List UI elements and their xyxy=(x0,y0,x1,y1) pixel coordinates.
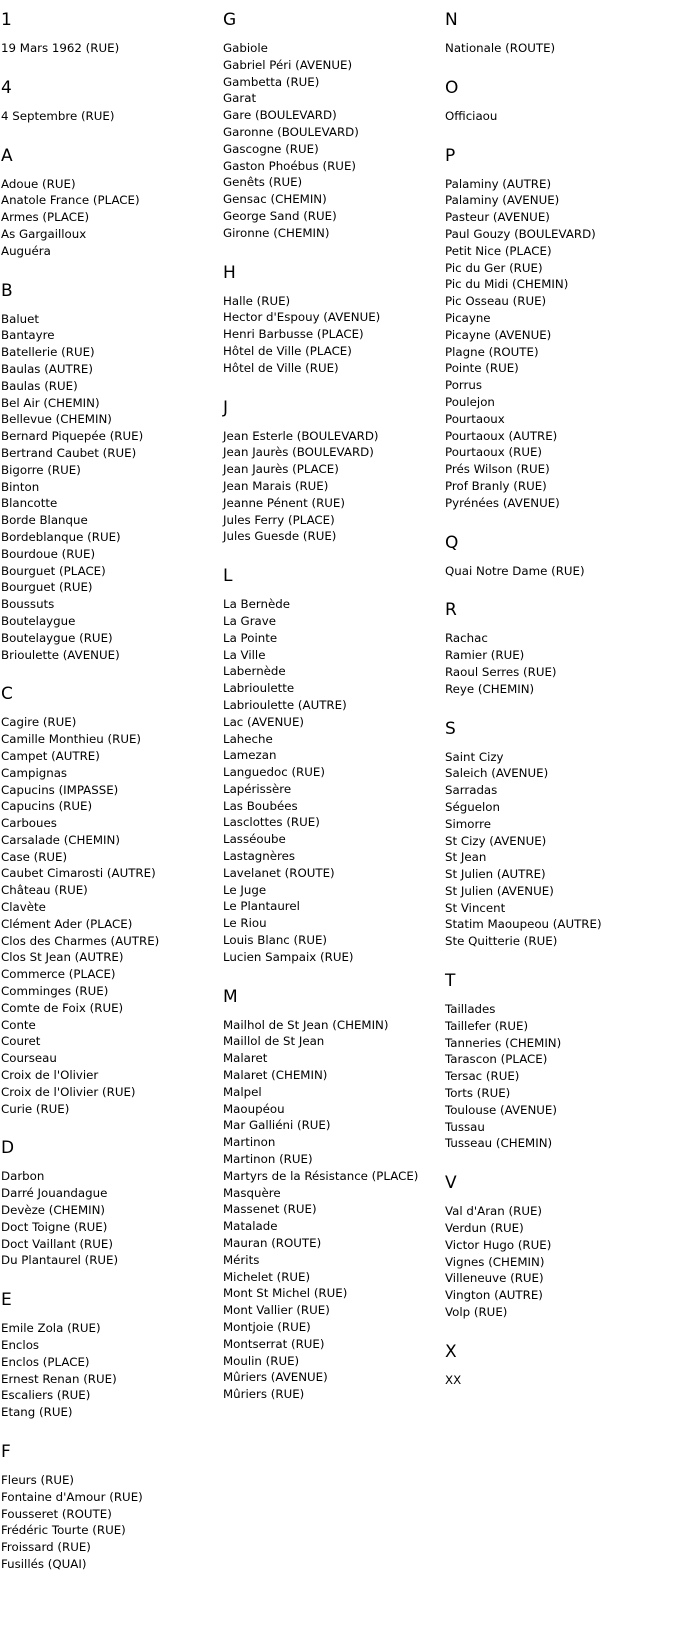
street-name: Gaston Phoébus (RUE) xyxy=(223,158,357,173)
street-name: Taillefer (RUE) xyxy=(445,1018,529,1033)
street-list xyxy=(1,311,211,664)
street-name: Malaret xyxy=(223,1051,268,1066)
street-name: Bourdoue (RUE) xyxy=(1,546,96,561)
street-name: Reye (CHEMIN) xyxy=(445,681,535,696)
street-name: Clos des Charmes (AUTRE) xyxy=(1,933,160,948)
street-name: Emile Zola (RUE) xyxy=(1,1321,101,1336)
street-name: Montjoie (RUE) xyxy=(223,1320,311,1334)
index-column-1 xyxy=(1,9,211,1593)
street-name: Halle (RUE) xyxy=(223,293,291,308)
street-list xyxy=(445,40,655,57)
street-name: Las Boubées xyxy=(223,798,298,813)
street-list xyxy=(223,428,433,546)
letter-section xyxy=(445,77,655,125)
street-name: Pourtaoux (AUTRE) xyxy=(445,428,558,443)
street-name: Labrioulette (AUTRE) xyxy=(223,697,347,712)
street-name: Gambetta (RUE) xyxy=(223,74,320,89)
street-name: Darbon xyxy=(1,1169,45,1184)
letter-section xyxy=(445,718,655,951)
street-name: Picayne xyxy=(445,310,491,325)
street-name: 19 Mars 1962 (RUE) xyxy=(1,41,120,55)
letter-heading: H xyxy=(223,262,236,283)
letter-section xyxy=(1,280,211,664)
street-name: Mont Vallier (RUE) xyxy=(223,1303,330,1318)
street-name: Prés Wilson (RUE) xyxy=(445,462,550,477)
street-name: Cagire (RUE) xyxy=(1,715,77,730)
letter-heading: E xyxy=(1,1290,12,1311)
letter-heading: O xyxy=(445,77,459,98)
street-name: Bernard Piquepée (RUE) xyxy=(1,429,144,444)
street-name: Sarradas xyxy=(445,783,498,798)
street-name: As Gargailloux xyxy=(1,226,87,241)
street-name: Capucins (IMPASSE) xyxy=(1,782,119,797)
letter-heading: T xyxy=(445,971,456,992)
letter-heading: V xyxy=(445,1173,457,1194)
street-name: Taillades xyxy=(445,1002,496,1017)
street-name: Jean Marais (RUE) xyxy=(223,478,329,493)
street-name: Mauran (ROUTE) xyxy=(223,1236,322,1251)
street-name: Mar Galliéni (RUE) xyxy=(223,1118,331,1133)
street-name: Maillol de St Jean xyxy=(223,1034,325,1049)
street-name: Enclos (PLACE) xyxy=(1,1354,90,1369)
street-name: Capucins (RUE) xyxy=(1,799,93,814)
street-name: Tussau xyxy=(445,1119,485,1134)
street-name: Porrus xyxy=(445,378,483,393)
street-name: Boussuts xyxy=(1,597,55,612)
street-name: Gare (BOULEVARD) xyxy=(223,108,337,123)
street-name: Mérits xyxy=(223,1252,260,1267)
street-name: Croix de l'Olivier (RUE) xyxy=(1,1084,136,1099)
street-name: La Ville xyxy=(223,647,266,662)
street-list xyxy=(445,1203,655,1321)
street-list xyxy=(223,596,433,966)
street-name: Etang (RUE) xyxy=(1,1405,73,1420)
street-name: Gironne (CHEMIN) xyxy=(223,225,330,240)
street-name: Le Plantaurel xyxy=(223,899,300,914)
street-name: Garonne (BOULEVARD) xyxy=(223,124,359,139)
street-name: Malaret (CHEMIN) xyxy=(223,1068,328,1083)
letter-section xyxy=(223,9,433,242)
street-list xyxy=(1,714,211,1117)
street-name: St Julien (AUTRE) xyxy=(445,867,546,882)
street-name: La Grave xyxy=(223,613,277,628)
street-name: XX xyxy=(445,1372,462,1387)
street-name: Tanneries (CHEMIN) xyxy=(445,1035,562,1050)
street-name: Commerce (PLACE) xyxy=(1,967,116,982)
street-name: Baulas (AUTRE) xyxy=(1,361,93,376)
letter-heading: G xyxy=(223,10,237,30)
street-name: Courseau xyxy=(1,1051,57,1066)
street-list xyxy=(1,40,211,57)
street-name: Saleich (AVENUE) xyxy=(445,766,549,781)
street-name: Fleurs (RUE) xyxy=(1,1473,75,1487)
street-name: Vignes (CHEMIN) xyxy=(445,1254,545,1269)
street-name: George Sand (RUE) xyxy=(223,208,337,223)
street-name: Jules Guesde (RUE) xyxy=(223,529,337,544)
street-name: Camille Monthieu (RUE) xyxy=(1,732,142,747)
letter-heading: B xyxy=(1,280,13,301)
street-list xyxy=(1,1168,211,1269)
street-name: Boutelaygue xyxy=(1,613,76,628)
street-name: Mailhol de St Jean (CHEMIN) xyxy=(223,1017,389,1032)
street-name: Henri Barbusse (PLACE) xyxy=(223,327,364,342)
street-name: Ramier (RUE) xyxy=(445,648,525,663)
street-name: St Vincent xyxy=(445,900,506,915)
street-name: Malpel xyxy=(223,1084,262,1099)
street-name: Pointe (RUE) xyxy=(445,361,519,376)
street-name: Bel Air (CHEMIN) xyxy=(1,395,100,410)
letter-heading: A xyxy=(1,145,13,166)
street-name: Villeneuve (RUE) xyxy=(445,1271,544,1286)
street-name: Pourtaoux xyxy=(445,411,505,426)
street-name: Garat xyxy=(223,91,257,106)
street-name: Victor Hugo (RUE) xyxy=(445,1237,552,1252)
letter-section xyxy=(223,397,433,546)
street-name: Jean Esterle (BOULEVARD) xyxy=(223,428,379,443)
street-name: Lamezan xyxy=(223,748,277,763)
street-name: Pasteur (AVENUE) xyxy=(445,210,550,225)
street-name: Laheche xyxy=(223,731,273,746)
street-name: Bellevue (CHEMIN) xyxy=(1,412,112,427)
letter-heading: 1 xyxy=(1,10,12,30)
street-name: Volp (RUE) xyxy=(445,1305,508,1320)
street-name: Rachac xyxy=(445,631,488,646)
letter-heading: C xyxy=(1,684,13,705)
street-name: Campet (AUTRE) xyxy=(1,748,100,763)
street-name: Poulejon xyxy=(445,394,495,409)
letter-heading: N xyxy=(445,10,458,30)
street-list xyxy=(223,40,433,242)
letter-heading: L xyxy=(223,566,233,587)
street-name: Gensac (CHEMIN) xyxy=(223,192,327,207)
street-name: Vington (AUTRE) xyxy=(445,1288,543,1303)
letter-section xyxy=(1,683,211,1117)
letter-section xyxy=(1,77,211,125)
street-name: Anatole France (PLACE) xyxy=(1,193,140,208)
letter-heading: M xyxy=(223,986,238,1007)
street-name: Bourguet (RUE) xyxy=(1,580,93,595)
street-name: Carsalade (CHEMIN) xyxy=(1,832,120,847)
street-name: Picayne (AVENUE) xyxy=(445,327,552,342)
street-name: Clavète xyxy=(1,900,46,915)
street-name: Labrioulette xyxy=(223,681,295,696)
street-name: Hôtel de Ville (PLACE) xyxy=(223,343,352,358)
street-name: St Jean xyxy=(445,850,487,865)
street-list xyxy=(445,749,655,951)
street-name: Verdun (RUE) xyxy=(445,1221,524,1236)
letter-heading: D xyxy=(1,1138,15,1159)
street-name: Tusseau (CHEMIN) xyxy=(445,1136,553,1151)
street-name: Jean Jaurès (BOULEVARD) xyxy=(223,445,374,460)
street-name: Lac (AVENUE) xyxy=(223,714,304,729)
street-name: Froissard (RUE) xyxy=(1,1540,91,1555)
street-name: Gabiole xyxy=(223,41,268,55)
street-name: Comminges (RUE) xyxy=(1,984,109,999)
letter-section xyxy=(445,1341,655,1389)
letter-section xyxy=(1,1441,211,1573)
letter-section xyxy=(445,9,655,57)
letter-section xyxy=(445,599,655,697)
street-name: Fontaine d'Amour (RUE) xyxy=(1,1489,143,1504)
street-list xyxy=(223,1017,433,1403)
street-name: La Pointe xyxy=(223,630,278,645)
street-name: Le Juge xyxy=(223,882,267,897)
street-list xyxy=(445,108,655,125)
street-list xyxy=(1,176,211,260)
street-name: Auguéra xyxy=(1,243,51,258)
street-name: Labernède xyxy=(223,664,286,679)
street-name: Mûriers (RUE) xyxy=(223,1387,305,1402)
street-name: Doct Vaillant (RUE) xyxy=(1,1236,113,1251)
street-list xyxy=(445,1001,655,1152)
street-name: Officiaou xyxy=(445,108,498,123)
letter-section xyxy=(1,9,211,57)
street-name: Lucien Sampaix (RUE) xyxy=(223,949,354,964)
street-name: Pic du Midi (CHEMIN) xyxy=(445,277,569,292)
street-name: Darré Jouandague xyxy=(1,1186,108,1201)
letter-section xyxy=(223,262,433,377)
street-list xyxy=(1,1320,211,1421)
index-column-3 xyxy=(445,9,655,1409)
letter-section xyxy=(223,565,433,966)
street-name: Mont St Michel (RUE) xyxy=(223,1286,348,1301)
letter-heading: J xyxy=(223,397,229,418)
street-name: Palaminy (AVENUE) xyxy=(445,193,560,208)
letter-heading: S xyxy=(445,718,456,739)
street-name: Borde Blanque xyxy=(1,513,88,528)
street-name: Martinon (RUE) xyxy=(223,1152,313,1167)
letter-heading: X xyxy=(445,1341,457,1362)
street-name: Matalade xyxy=(223,1219,278,1234)
street-name: Maoupéou xyxy=(223,1101,285,1116)
street-name: Hôtel de Ville (RUE) xyxy=(223,360,339,375)
street-name: Clos St Jean (AUTRE) xyxy=(1,950,124,965)
street-name: Hector d'Espouy (AVENUE) xyxy=(223,310,381,325)
street-name: Curie (RUE) xyxy=(1,1101,70,1116)
street-name: Ste Quitterie (RUE) xyxy=(445,934,558,949)
street-list xyxy=(445,630,655,697)
letter-section xyxy=(1,1137,211,1269)
street-name: Genêts (RUE) xyxy=(223,175,303,190)
street-name: Batellerie (RUE) xyxy=(1,345,95,360)
street-name: Jules Ferry (PLACE) xyxy=(223,512,335,527)
street-name: 4 Septembre (RUE) xyxy=(1,108,115,123)
street-name: Languedoc (RUE) xyxy=(223,765,325,780)
street-name: Torts (RUE) xyxy=(445,1086,511,1101)
street-name: Lasclottes (RUE) xyxy=(223,815,320,830)
street-list xyxy=(445,563,655,580)
street-name: St Cizy (AVENUE) xyxy=(445,833,547,848)
street-name: Lavelanet (ROUTE) xyxy=(223,865,335,880)
street-list xyxy=(445,1372,655,1389)
street-name: Bertrand Caubet (RUE) xyxy=(1,445,137,460)
street-name: Pic du Ger (RUE) xyxy=(445,260,543,275)
street-name: Quai Notre Dame (RUE) xyxy=(445,563,585,578)
street-name: Simorre xyxy=(445,816,491,831)
street-name: Pyrénées (AVENUE) xyxy=(445,495,560,510)
street-name: Mûriers (AVENUE) xyxy=(223,1370,328,1385)
street-name: Bigorre (RUE) xyxy=(1,462,81,477)
letter-heading: Q xyxy=(445,532,459,553)
street-name: Clément Ader (PLACE) xyxy=(1,916,133,931)
street-name: Comte de Foix (RUE) xyxy=(1,1000,124,1015)
street-name: Baulas (RUE) xyxy=(1,378,78,393)
street-name: Binton xyxy=(1,479,40,494)
street-name: Michelet (RUE) xyxy=(223,1269,311,1284)
street-name: Blancotte xyxy=(1,496,58,511)
street-name: Plagne (ROUTE) xyxy=(445,344,539,359)
letter-section xyxy=(445,532,655,580)
street-name: Du Plantaurel (RUE) xyxy=(1,1253,119,1268)
street-name: La Bernède xyxy=(223,597,291,612)
street-name: Lastagnères xyxy=(223,849,296,864)
letter-heading: P xyxy=(445,145,456,166)
street-name: Jean Jaurès (PLACE) xyxy=(223,462,339,477)
street-name: St Julien (AVENUE) xyxy=(445,883,554,898)
street-name: Masquère xyxy=(223,1185,281,1200)
letter-section xyxy=(1,145,211,260)
street-name: Val d'Aran (RUE) xyxy=(445,1204,543,1219)
street-name: Petit Nice (PLACE) xyxy=(445,243,552,258)
street-name: Prof Branly (RUE) xyxy=(445,478,547,493)
street-name: Bordeblanque (RUE) xyxy=(1,529,121,544)
street-name: Séguelon xyxy=(445,799,500,814)
street-name: Moulin (RUE) xyxy=(223,1353,300,1368)
street-name: Martyrs de la Résistance (PLACE) xyxy=(223,1168,419,1183)
street-name: Escaliers (RUE) xyxy=(1,1388,91,1403)
letter-section xyxy=(445,970,655,1152)
street-name: Frédéric Tourte (RUE) xyxy=(1,1523,126,1538)
street-name: Brioulette (AVENUE) xyxy=(1,647,120,662)
street-name: Château (RUE) xyxy=(1,883,88,898)
street-list xyxy=(445,176,655,512)
street-name: Campignas xyxy=(1,765,68,780)
street-name: Paul Gouzy (BOULEVARD) xyxy=(445,226,596,241)
street-name: Bantayre xyxy=(1,328,55,343)
street-name: Case (RUE) xyxy=(1,849,68,864)
street-name: Gabriel Péri (AVENUE) xyxy=(223,57,353,72)
index-column-2 xyxy=(223,9,433,1423)
street-name: Armes (PLACE) xyxy=(1,210,90,225)
street-name: Baluet xyxy=(1,311,39,326)
street-name: Pic Osseau (RUE) xyxy=(445,294,547,309)
street-name: Gascogne (RUE) xyxy=(223,141,319,156)
street-name: Ernest Renan (RUE) xyxy=(1,1371,117,1386)
street-name: Adoue (RUE) xyxy=(1,176,76,191)
street-name: Fousseret (ROUTE) xyxy=(1,1506,112,1521)
letter-section xyxy=(445,1172,655,1321)
street-name: Lapérissère xyxy=(223,781,292,796)
letter-heading: 4 xyxy=(1,77,12,98)
street-name: Nationale (ROUTE) xyxy=(445,41,556,55)
street-name: Lasséoube xyxy=(223,832,286,847)
street-name: Toulouse (AVENUE) xyxy=(445,1102,557,1117)
street-list xyxy=(223,293,433,377)
letter-section xyxy=(1,1289,211,1421)
street-name: Pourtaoux (RUE) xyxy=(445,445,543,460)
street-name: Croix de l'Olivier xyxy=(1,1068,99,1083)
street-list xyxy=(1,108,211,125)
street-name: Doct Toigne (RUE) xyxy=(1,1219,108,1234)
street-name: Statim Maoupeou (AUTRE) xyxy=(445,917,602,932)
street-name: Massenet (RUE) xyxy=(223,1202,317,1217)
street-name: Saint Cizy xyxy=(445,749,504,764)
street-name: Bourguet (PLACE) xyxy=(1,563,106,578)
letter-heading: R xyxy=(445,600,457,621)
street-name: Tersac (RUE) xyxy=(445,1069,520,1084)
street-name: Le Riou xyxy=(223,916,267,931)
street-name: Boutelaygue (RUE) xyxy=(1,630,113,645)
street-name: Conte xyxy=(1,1017,36,1032)
street-list xyxy=(1,1472,211,1573)
street-name: Montserrat (RUE) xyxy=(223,1336,325,1351)
letter-section xyxy=(223,986,433,1403)
street-name: Martinon xyxy=(223,1135,276,1150)
street-name: Devèze (CHEMIN) xyxy=(1,1203,106,1218)
street-name: Carboues xyxy=(1,816,57,831)
street-name: Caubet Cimarosti (AUTRE) xyxy=(1,866,156,881)
street-name: Palaminy (AUTRE) xyxy=(445,176,552,191)
letter-heading: F xyxy=(1,1442,11,1462)
letter-section xyxy=(445,145,655,512)
street-name: Tarascon (PLACE) xyxy=(445,1052,548,1067)
street-name: Louis Blanc (RUE) xyxy=(223,933,328,948)
street-name: Couret xyxy=(1,1034,41,1049)
street-name: Fusillés (QUAI) xyxy=(1,1556,87,1571)
street-name: Jeanne Pénent (RUE) xyxy=(223,495,345,510)
street-name: Raoul Serres (RUE) xyxy=(445,664,557,679)
street-name: Enclos xyxy=(1,1338,40,1353)
